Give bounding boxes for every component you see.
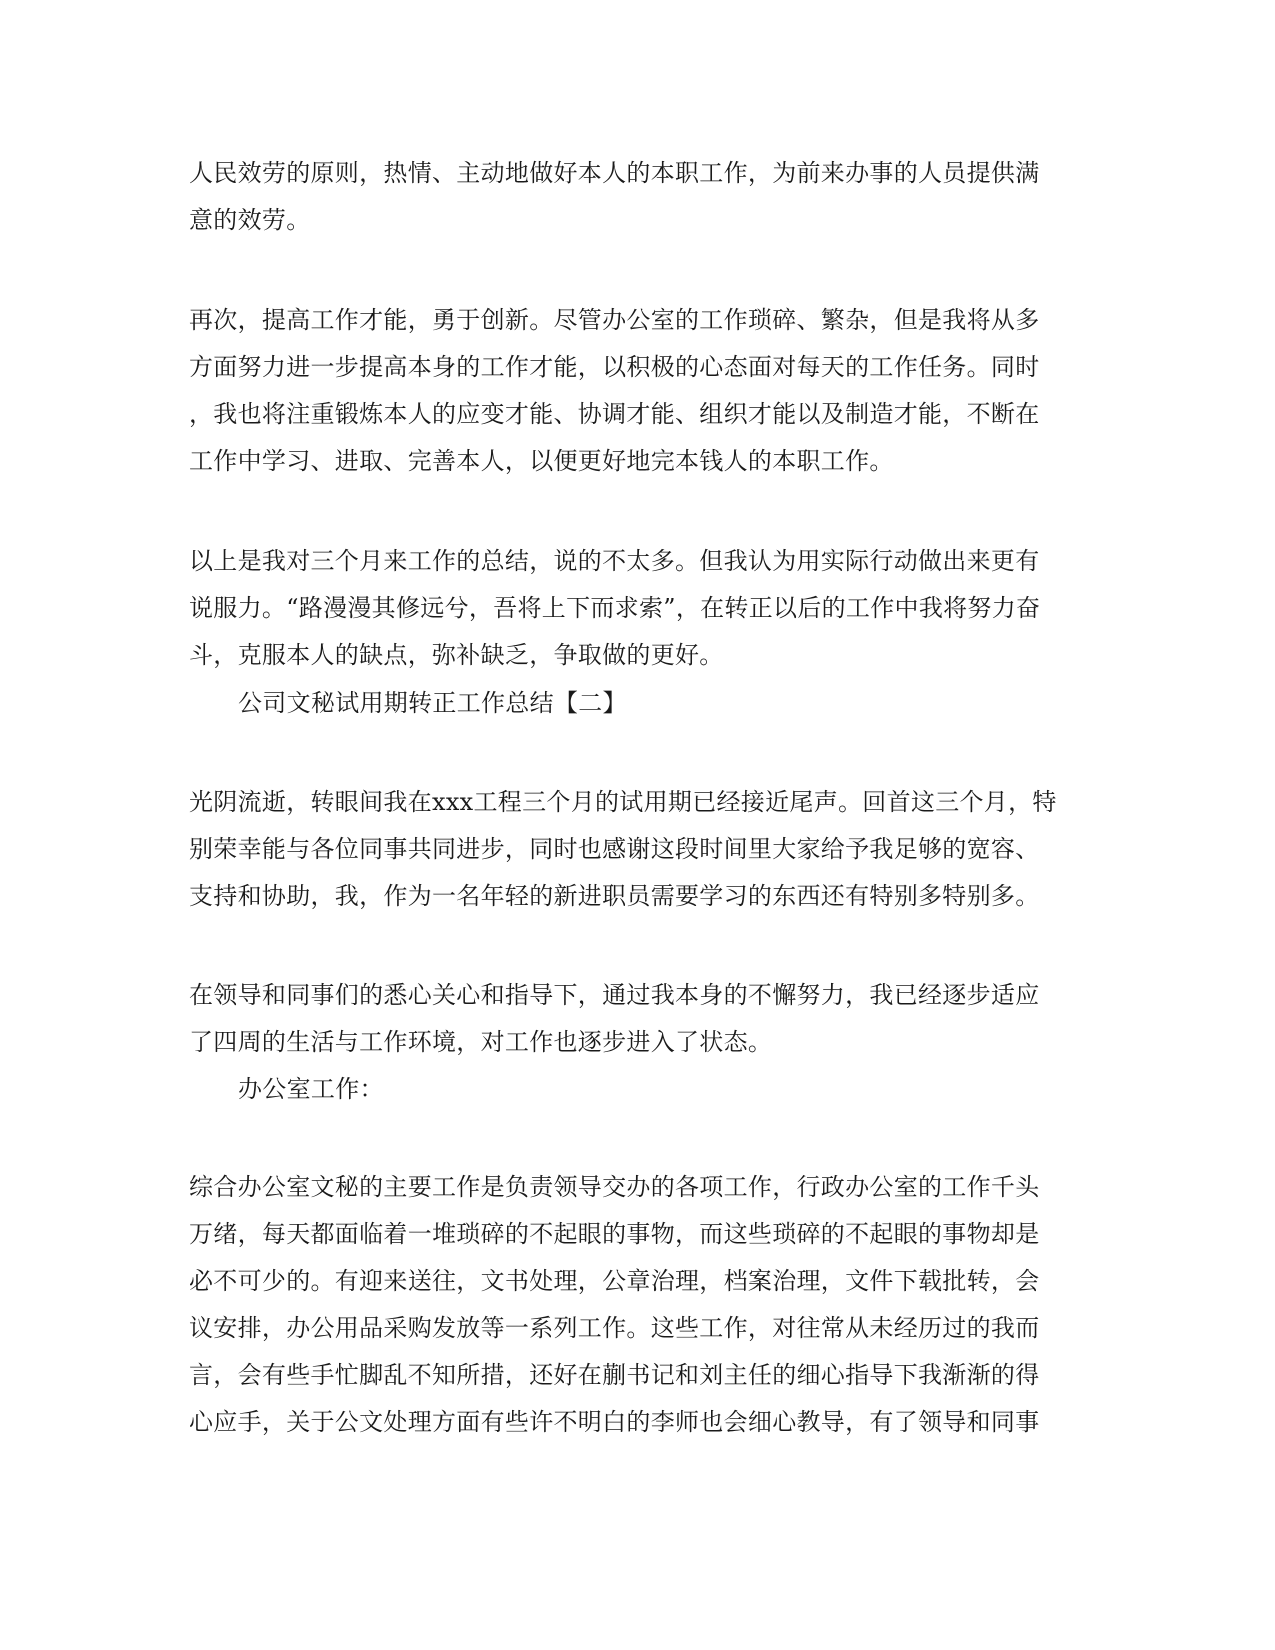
text-line: ，我也将注重锻炼本人的应变才能、协调才能、组织才能以及制造才能，不断在 (189, 400, 1040, 428)
text-line: 综合办公室文秘的主要工作是负责领导交办的各项工作，行政办公室的工作千头 (189, 1173, 1040, 1201)
text-line: 议安排，办公用品采购发放等一系列工作。这些工作，对往常从未经历过的我而 (189, 1314, 1040, 1342)
text-line: 方面努力进一步提高本身的工作才能，以积极的心态面对每天的工作任务。同时 (189, 353, 1040, 381)
text-line: 说服力。“路漫漫其修远兮，吾将上下而求索”，在转正以后的工作中我将努力奋 (189, 594, 1041, 622)
section-heading: 公司文秘试用期转正工作总结【二】 (238, 689, 627, 717)
text-line: 言，会有些手忙脚乱不知所措，还好在蒯书记和刘主任的细心指导下我渐渐的得 (189, 1361, 1040, 1389)
text-line: 意的效劳。 (189, 206, 311, 234)
text-line: 人民效劳的原则，热情、主动地做好本人的本职工作，为前来办事的人员提供满 (189, 159, 1040, 187)
text-line: 必不可少的。有迎来送往，文书处理，公章治理，档案治理，文件下载批转，会 (189, 1267, 1040, 1295)
text-line: 别荣幸能与各位同事共同进步，同时也感谢这段时间里大家给予我足够的宽容、 (189, 835, 1040, 863)
text-line: 支持和协助，我，作为一名年轻的新进职员需要学习的东西还有特别多特别多。 (189, 882, 1040, 910)
text-line: 以上是我对三个月来工作的总结，说的不太多。但我认为用实际行动做出来更有 (189, 547, 1040, 575)
subsection-heading: 办公室工作： (238, 1075, 384, 1103)
text-line: 万绪，每天都面临着一堆琐碎的不起眼的事物，而这些琐碎的不起眼的事物却是 (189, 1220, 1040, 1248)
text-line: 斗，克服本人的缺点，弥补缺乏，争取做的更好。 (189, 641, 724, 669)
text-line: 工作中学习、进取、完善本人，以便更好地完本钱人的本职工作。 (189, 447, 894, 475)
text-line: 了四周的生活与工作环境，对工作也逐步进入了状态。 (189, 1028, 773, 1056)
text-line: 在领导和同事们的悉心关心和指导下，通过我本身的不懈努力，我已经逐步适应 (189, 981, 1040, 1009)
text-line: 光阴流逝，转眼间我在xxx工程三个月的试用期已经接近尾声。回首这三个月，特 (189, 788, 1057, 816)
text-line: 再次，提高工作才能，勇于创新。尽管办公室的工作琐碎、繁杂，但是我将从多 (189, 306, 1040, 334)
text-line: 心应手，关于公文处理方面有些许不明白的李师也会细心教导，有了领导和同事 (189, 1408, 1040, 1436)
